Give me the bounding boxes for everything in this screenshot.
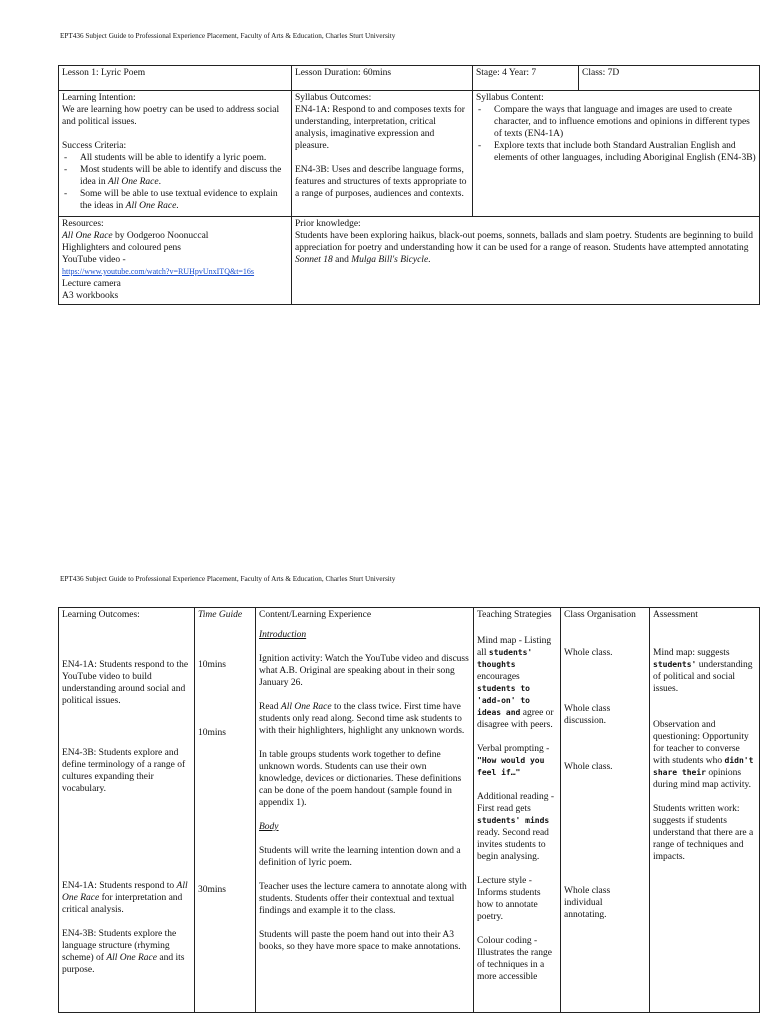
ignition-activity: Ignition activity: Watch the YouTube video and discuss what A.B. Original are speaking about in their song January 26. xyxy=(259,654,469,688)
assessment-written-work: Students written work: suggests if students understand that there are a range of techniques and impacts. xyxy=(653,804,754,862)
annotate-activity: Teacher uses the lecture camera to annotate along with students. Students offer their contextual and textual findings and example it to the class. xyxy=(259,882,467,916)
group-activity: In table groups students work together to define unknown words. Students can use their own knowledge, devices or dictionaries. These definitions can be done of the poem handout (sample found in appendix 1). xyxy=(259,750,462,808)
header-assessment: Assessment xyxy=(653,610,698,620)
header-content: Content/Learning Experience xyxy=(259,610,372,620)
time-3: 30mins xyxy=(198,885,226,895)
content-column xyxy=(256,608,474,1013)
write-activity: Students will write the learning intention down and a definition of lyric poem. xyxy=(259,846,461,868)
learning-intention-cell xyxy=(59,91,292,217)
lesson-duration: Lesson Duration: 60mins xyxy=(292,66,473,91)
paste-activity: Students will paste the poem hand out into their A3 books, so they have more space to make annotations. xyxy=(259,930,461,952)
class-organisation-column xyxy=(561,608,650,1013)
strategy-lecture-style: Lecture style - Informs students how to annotate poetry. xyxy=(477,876,541,922)
assessment-observation: Observation and questioning: Opportunity for teacher to converse with students who didn't share their opinions during mind map activity. xyxy=(653,720,754,790)
header-time-guide: Time Guide xyxy=(198,610,243,620)
stage-year: Stage: 4 Year: 7 xyxy=(473,66,579,91)
resource-item: A3 workbooks xyxy=(62,291,119,301)
outcome-en4-3b: EN4-3B: Uses and describe language forms, features and structures of texts appropriate to a range of purposes, audiences and contexts. xyxy=(295,165,467,199)
header-class-organisation: Class Organisation xyxy=(564,610,636,620)
read-activity: Read All One Race to the class twice. First time have students only read along. Second time ask students to with their highlighters, highlight any unknown words. xyxy=(259,702,465,736)
content-item: - Explore texts that include both Standard Australian English and elements of other languages, including Aboriginal English (EN4-3B) xyxy=(494,140,756,164)
success-criteria-item: - All students will be able to identify a lyric poem. xyxy=(80,152,288,164)
outcome-1: EN4-1A: Students respond to the YouTube video to build understanding around social and political issues. xyxy=(62,660,189,706)
outcome-2: EN4-3B: Students explore and define terminology of a range of cultures expanding their vocabulary. xyxy=(62,748,186,794)
time-guide-column xyxy=(195,608,256,1013)
header-teaching-strategies: Teaching Strategies xyxy=(477,610,552,620)
outcome-4: EN4-3B: Students explore the language structure (rhyming scheme) of All One Race and its purpose. xyxy=(62,929,185,975)
assessment-mind-map: Mind map: suggests students' understanding of political and social issues. xyxy=(653,648,753,694)
learning-intention: We are learning how poetry can be used to address social and political issues. xyxy=(62,105,280,127)
resource-item: YouTube video - xyxy=(62,255,126,265)
syllabus-content-cell xyxy=(473,91,760,217)
syllabus-content-label: Syllabus Content: xyxy=(476,93,544,103)
time-2: 10mins xyxy=(198,728,226,738)
youtube-link[interactable]: https://www.youtube.com/watch?v=RUHpvUnxITQ&t=16s xyxy=(62,267,255,276)
organisation-4: Whole class individual annotating. xyxy=(564,886,611,920)
outcome-3: EN4-1A: Students respond to All One Race for interpretation and critical analysis. xyxy=(62,881,188,915)
teaching-strategies-column xyxy=(474,608,561,1013)
success-criteria-label: Success Criteria: xyxy=(62,141,127,151)
strategy-verbal-prompting: Verbal prompting - "How would you feel if…" xyxy=(477,744,550,777)
syllabus-outcomes-label: Syllabus Outcomes: xyxy=(295,93,372,103)
content-item: - Compare the ways that language and images are used to create character, and to influence emotions and opinions in different types of texts (EN4-1A) xyxy=(494,104,756,140)
strategy-mind-map: Mind map - Listing all students' thoughts encourages students to 'add-on' to ideas and agree or disagree with peers. xyxy=(477,636,554,730)
strategy-colour-coding: Colour coding - Illustrates the range of techniques in a more accessible xyxy=(477,936,552,982)
introduction-heading: Introduction xyxy=(259,630,307,640)
body-heading: Body xyxy=(259,822,279,832)
syllabus-outcomes-cell xyxy=(292,91,473,217)
outcome-en4-1a: EN4-1A: Respond to and composes texts for understanding, interpretation, critical analysis, imaginative expression and pleasure. xyxy=(295,105,465,151)
lesson-overview-table xyxy=(58,65,760,305)
organisation-1: Whole class. xyxy=(564,648,613,658)
learning-outcomes-column xyxy=(59,608,195,1013)
assessment-column xyxy=(650,608,760,1013)
resources-label: Resources: xyxy=(62,219,104,229)
organisation-3: Whole class. xyxy=(564,762,613,772)
resource-item: Lecture camera xyxy=(62,279,121,289)
time-1: 10mins xyxy=(198,660,226,670)
organisation-2: Whole class discussion. xyxy=(564,704,611,726)
page-header-1: EPT436 Subject Guide to Professional Experience Placement, Faculty of Arts & Education, Charles Sturt University xyxy=(60,32,396,40)
success-criteria-item: - Most students will be able to identify and discuss the idea in All One Race. xyxy=(80,164,288,188)
header-learning-outcomes: Learning Outcomes: xyxy=(62,610,140,620)
lesson-sequence-table xyxy=(58,607,760,1013)
class-label: Class: 7D xyxy=(579,66,760,91)
learning-intention-label: Learning Intention: xyxy=(62,93,136,103)
prior-knowledge-text: Students have been exploring haikus, black-out poems, sonnets, ballads and slam poetry. Students are beginning to build appreciation for poetry and understanding how it can be used for a range of reason. Students have attempted annotating Sonnet 18 and Mulga Bill's Bicycle. xyxy=(295,231,753,265)
lesson-title: Lesson 1: Lyric Poem xyxy=(59,66,292,91)
resource-item: Highlighters and coloured pens xyxy=(62,243,181,253)
success-criteria-item: - Some will be able to use textual evidence to explain the ideas in All One Race. xyxy=(80,188,288,212)
strategy-additional-reading: Additional reading - First read gets students' minds ready. Second read invites students to begin analysing. xyxy=(477,792,555,862)
resource-item: All One Race by Oodgeroo Noonuccal xyxy=(62,231,209,241)
page-header-2: EPT436 Subject Guide to Professional Experience Placement, Faculty of Arts & Education, Charles Sturt University xyxy=(60,575,396,583)
prior-knowledge-cell xyxy=(292,217,760,305)
resources-cell xyxy=(59,217,292,305)
prior-knowledge-label: Prior knowledge: xyxy=(295,219,361,229)
